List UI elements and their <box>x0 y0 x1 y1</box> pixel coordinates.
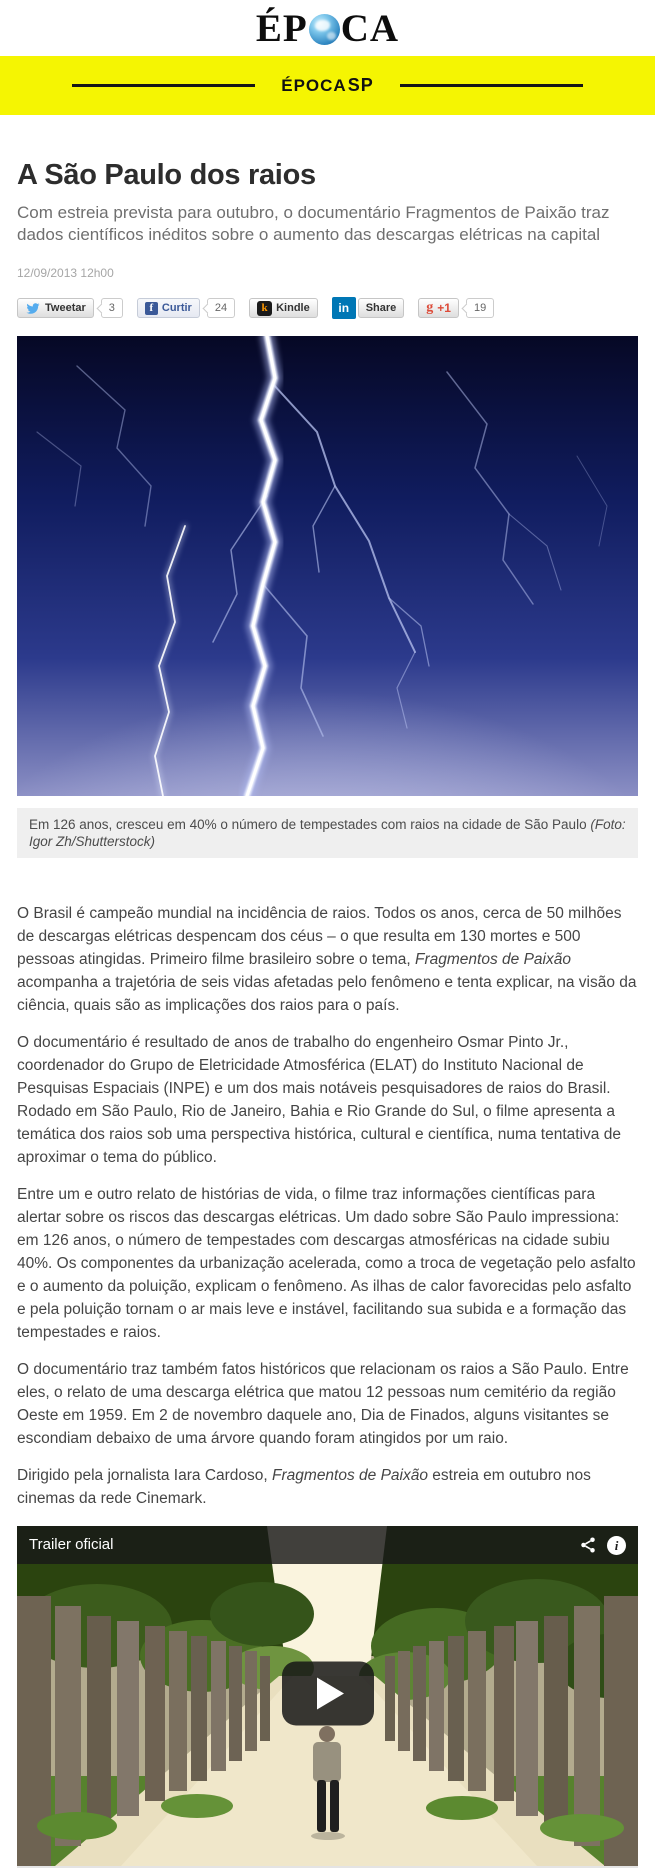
twitter-share-group <box>17 298 123 318</box>
gplus-icon: g <box>426 300 434 315</box>
gplus-share-group <box>418 298 494 318</box>
twitter-bird-icon <box>25 302 41 315</box>
photo-caption <box>17 808 638 858</box>
logo-text-right: CA <box>340 6 400 50</box>
video-share-icon[interactable] <box>579 1536 597 1554</box>
banner-link[interactable] <box>281 75 373 96</box>
video-title: Trailer oficial <box>29 1536 114 1553</box>
globe-icon <box>309 14 340 45</box>
facebook-button-label: Curtir <box>161 302 192 314</box>
tweet-count-badge[interactable]: 3 <box>101 298 123 318</box>
article-paragraph: O Brasil é campeão mundial na incidência de raios. Todos os anos, cerca de 50 milhões de descargas elétricas despencam dos céus – o que resulta em 130 mortes e 500 pessoas atingidas. Primeiro filme brasileiro sobre o tema, Fragmentos de Paixão acompanha a trajetória de seis vidas afetadas pelo fenômeno e tenta explicar, na visão da ciência, quais são as implicações dos raios para o país. <box>17 905 637 1014</box>
gplus-button-label: +1 <box>437 301 451 315</box>
epoca-logo[interactable] <box>256 6 399 51</box>
kindle-share-group <box>249 298 318 318</box>
photo-caption-text: Em 126 anos, cresceu em 40% o número de tempestades com raios na cidade de São Paulo <box>29 817 591 832</box>
facebook-share-group <box>137 298 235 318</box>
kindle-button[interactable] <box>249 298 318 318</box>
article-paragraph: Entre um e outro relato de histórias de vida, o filme traz informações científicas para alertar sobre os riscos das descargas elétricas. Um dado sobre São Paulo impressiona: em 126 anos, o número de tempestades com descargas atmosféricas na cidade subiu 40%. Os componentes da urbanização acelerada, como a troca de vegetação pelo asfalto e o aumento da poluição, explicam o fenômeno. As ilhas de calor favorecidas pelo asfalto e pela poluição tornam o ar mais leve e instável, facilitando sua subida e a formação das tempestades e raios. <box>17 1186 636 1341</box>
play-icon <box>317 1677 344 1709</box>
article-paragraph: O documentário traz também fatos históricos que relacionam os raios a São Paulo. Entre eles, o relato de uma descarga elétrica que matou 12 pessoas num cemitério da região Oeste em 1959. Em 2 de novembro daquele ano, Dia de Finados, alguns visitantes se escondiam debaixo de uma árvore quando foram atingidos por um raio. <box>17 1361 629 1447</box>
tweet-button-label: Tweetar <box>45 302 86 314</box>
article <box>0 159 655 1868</box>
article-body <box>17 902 638 1510</box>
facebook-like-button[interactable] <box>137 298 200 318</box>
video-title-bar <box>17 1526 638 1564</box>
logo-text-left: ÉP <box>255 6 308 50</box>
video-info-icon[interactable]: i <box>607 1536 626 1555</box>
article-title: A São Paulo dos raios <box>17 159 316 191</box>
play-button[interactable] <box>282 1661 374 1725</box>
banner-rule-right <box>400 84 583 87</box>
lightning-photo <box>17 336 638 796</box>
banner-sp-label: SP <box>347 75 374 95</box>
site-header <box>0 0 655 56</box>
gplus-count-badge[interactable]: 19 <box>466 298 494 318</box>
linkedin-share-group <box>332 297 405 319</box>
share-toolbar <box>17 297 638 319</box>
tweet-button[interactable] <box>17 298 94 318</box>
banner-epoca-label: ÉPOCA <box>281 76 347 95</box>
banner-rule-left <box>72 84 255 87</box>
article-paragraph: Dirigido pela jornalista Iara Cardoso, Fragmentos de Paixão estreia em outubro nos cinemas da rede Cinemark. <box>17 1467 591 1507</box>
article-subtitle: Com estreia prevista para outubro, o documentário Fragmentos de Paixão traz dados científicos inéditos sobre o aumento das descargas elétricas na capital <box>17 203 610 244</box>
hero-figure <box>17 336 638 858</box>
article-paragraph: O documentário é resultado de anos de trabalho do engenheiro Osmar Pinto Jr., coordenador do Grupo de Eletricidade Atmosférica (ELAT) do Instituto Nacional de Pesquisas Espaciais (INPE) e um dos mais notáveis pesquisadores de raios do Brasil. Rodado em São Paulo, Rio de Janeiro, Bahia e Rio Grande do Sul, o filme apresenta a temática dos raios sob uma perspectiva histórica, cultural e científica, numa tentativa de aproximar o tema do público. <box>17 1034 621 1166</box>
gplus-button[interactable] <box>418 298 459 318</box>
facebook-icon: f <box>145 302 158 315</box>
facebook-count-badge[interactable]: 24 <box>207 298 235 318</box>
linkedin-icon[interactable]: in <box>332 297 356 319</box>
linkedin-button-label: Share <box>365 302 397 314</box>
kindle-icon: k <box>257 301 272 316</box>
kindle-button-label: Kindle <box>276 302 310 314</box>
photo-credit: (Foto: Igor Zh/Shutterstock) <box>29 817 626 849</box>
video-player[interactable] <box>17 1526 638 1868</box>
linkedin-share-button[interactable] <box>358 298 405 318</box>
article-date: 12/09/2013 12h00 <box>17 266 114 280</box>
epoca-sp-banner <box>0 56 655 115</box>
